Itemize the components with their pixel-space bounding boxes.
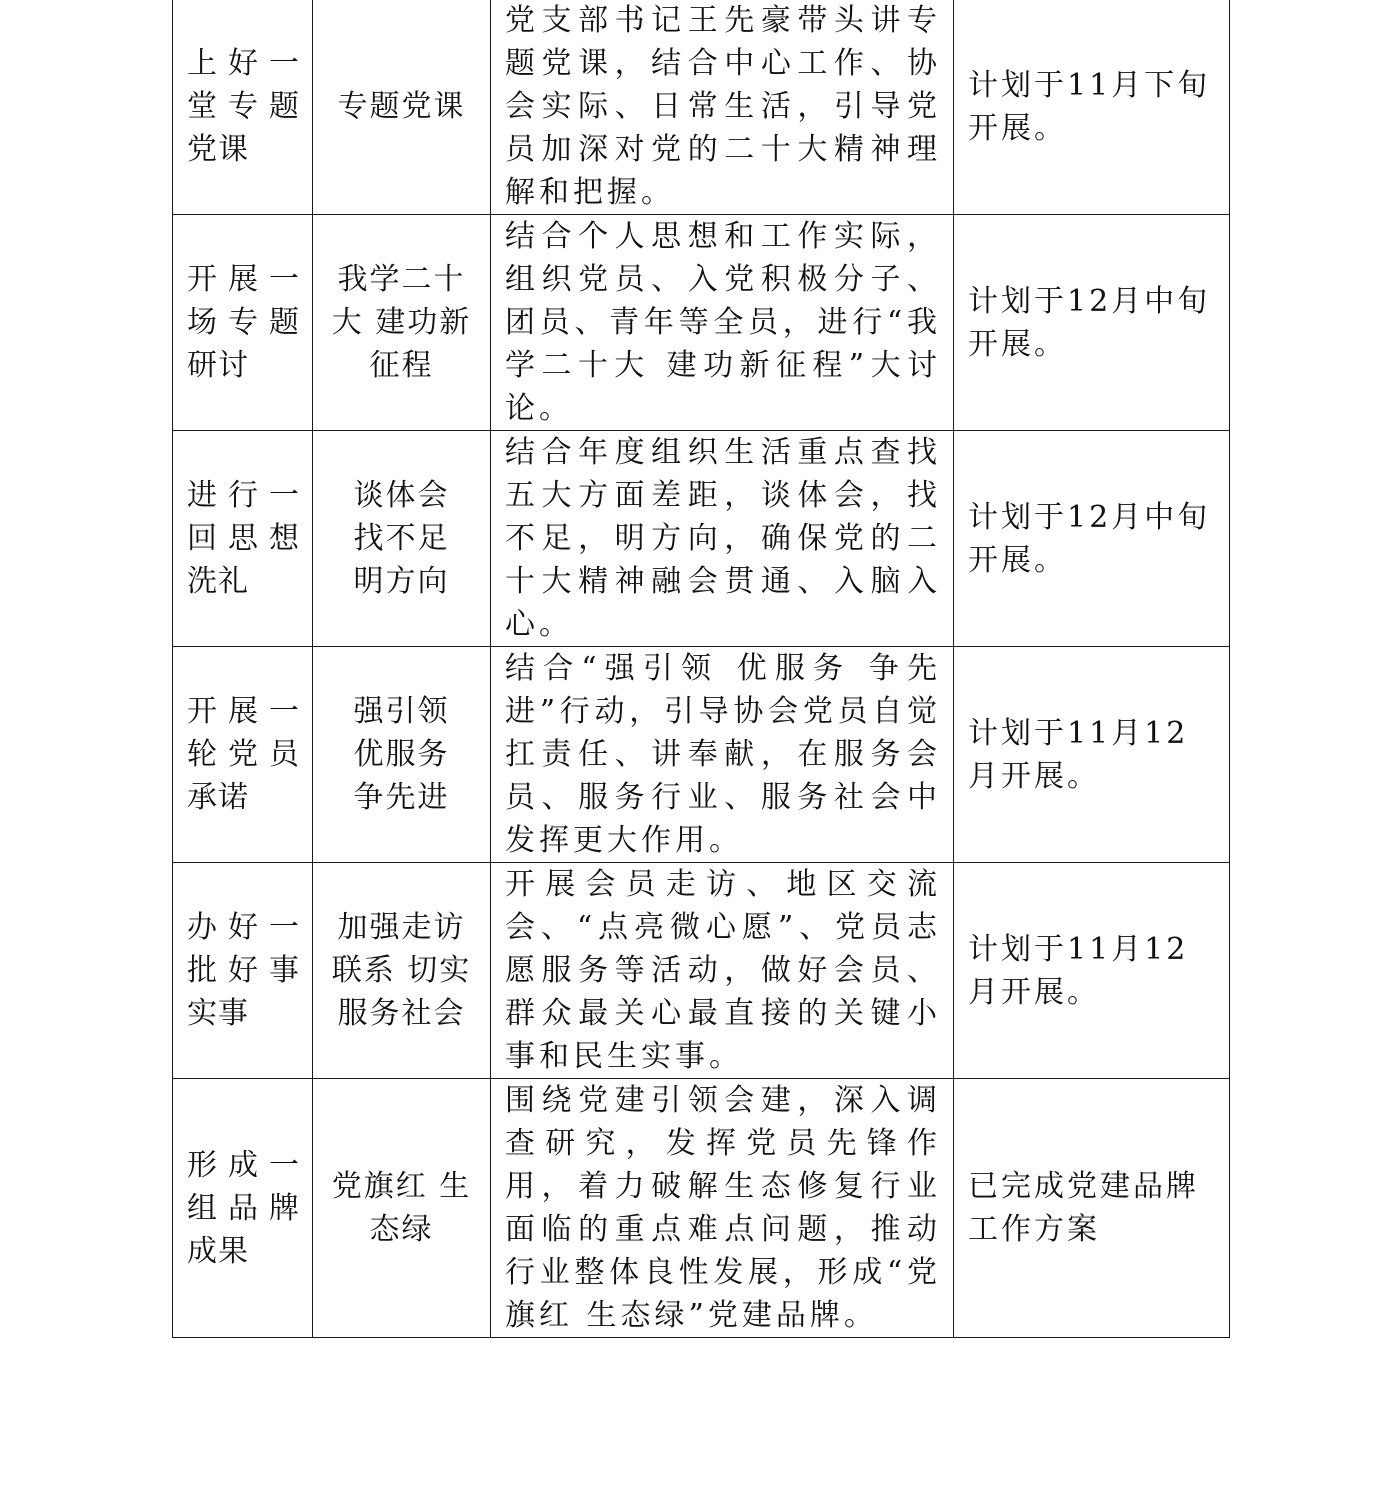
- theme-line: 我学二十: [337, 262, 466, 297]
- item-line: 场专题: [187, 305, 300, 340]
- table-row: [173, 0, 1230, 215]
- item-line: 成果: [187, 1233, 249, 1269]
- activity-item-cell: [173, 1079, 313, 1338]
- table-row: [173, 863, 1230, 1079]
- theme-line: 服务社会: [337, 996, 466, 1031]
- activity-content-cell: 开展会员走访、地区交流会、“点亮微心愿”、党员志愿服务等活动，做好会员、群众最关心最直接的关键小事和民生实事。: [491, 863, 954, 1079]
- activity-item-cell: [173, 431, 313, 647]
- item-line: 办好一: [187, 910, 300, 945]
- activity-theme-cell: [313, 1079, 491, 1338]
- item-line: 实事: [187, 996, 249, 1031]
- activity-time-cell: 计划于11月12月开展。: [954, 647, 1230, 863]
- activity-content-cell: 党支部书记王先豪带头讲专题党课，结合中心工作、协会实际、日常生活，引导党员加深对党的二十大精神理解和把握。: [491, 0, 954, 215]
- item-line: 进行一: [187, 478, 300, 513]
- activity-time-cell: 计划于12月中旬开展。: [954, 431, 1230, 647]
- theme-line: 加强走访: [337, 910, 466, 945]
- activity-time-cell: 计划于11月下旬开展。: [954, 0, 1230, 215]
- item-line: 轮党员: [187, 737, 300, 772]
- item-line: 堂专题: [187, 89, 300, 124]
- activity-time-cell: 计划于12月中旬开展。: [954, 215, 1230, 431]
- activity-time-cell: 计划于11月12月开展。: [954, 863, 1230, 1079]
- table-row: [173, 215, 1230, 431]
- item-line: 研讨: [187, 348, 249, 383]
- table-row: [173, 431, 1230, 647]
- theme-line: 明方向: [353, 564, 450, 599]
- item-line: 党课: [187, 132, 249, 167]
- activity-item-cell: [173, 215, 313, 431]
- activity-theme-cell: [313, 647, 491, 863]
- theme-line: 征程: [369, 348, 434, 383]
- activity-item-cell: [173, 863, 313, 1079]
- item-line: 开展一: [187, 694, 300, 729]
- theme-line: 专题党课: [337, 89, 466, 124]
- activity-plan-table: [172, 0, 1230, 1338]
- table-row: [173, 1079, 1230, 1338]
- table-row: [173, 647, 1230, 863]
- theme-line: 争先进: [353, 780, 450, 815]
- theme-line: 态绿: [369, 1212, 434, 1247]
- activity-item-cell: [173, 0, 313, 215]
- theme-line: 大 建功新: [331, 305, 472, 340]
- item-line: 组品牌: [187, 1190, 300, 1226]
- item-line: 批好事: [187, 953, 300, 988]
- activity-theme-cell: [313, 863, 491, 1079]
- theme-line: 强引领: [353, 694, 450, 729]
- activity-content-cell: 结合“强引领 优服务 争先进”行动，引导协会党员自觉扛责任、讲奉献，在服务会员、服务行业、服务社会中发挥更大作用。: [491, 647, 954, 863]
- theme-line: 谈体会: [353, 478, 450, 513]
- theme-line: 优服务: [353, 737, 450, 772]
- theme-line: 联系 切实: [331, 953, 472, 988]
- activity-item-cell: [173, 647, 313, 863]
- activity-theme-cell: [313, 431, 491, 647]
- item-line: 形成一: [187, 1147, 300, 1183]
- item-line: 承诺: [187, 780, 249, 815]
- activity-content-cell: 结合年度组织生活重点查找五大方面差距，谈体会，找不足，明方向，确保党的二十大精神融会贯通、入脑入心。: [491, 431, 954, 647]
- activity-content-cell: 围绕党建引领会建，深入调查研究，发挥党员先锋作用，着力破解生态修复行业面临的重点难点问题，推动行业整体良性发展，形成“党旗红 生态绿”党建品牌。: [491, 1079, 954, 1338]
- theme-line: 党旗红 生: [331, 1169, 472, 1204]
- activity-content-cell: 结合个人思想和工作实际，组织党员、入党积极分子、团员、青年等全员，进行“我学二十大 建功新征程”大讨论。: [491, 215, 954, 431]
- item-line: 洗礼: [187, 564, 249, 599]
- item-line: 开展一: [187, 262, 300, 297]
- activity-time-cell: 已完成党建品牌工作方案: [954, 1079, 1230, 1338]
- item-line: 上好一: [187, 46, 300, 81]
- item-line: 回思想: [187, 521, 300, 556]
- activity-theme-cell: [313, 0, 491, 215]
- activity-theme-cell: [313, 215, 491, 431]
- theme-line: 找不足: [353, 521, 450, 556]
